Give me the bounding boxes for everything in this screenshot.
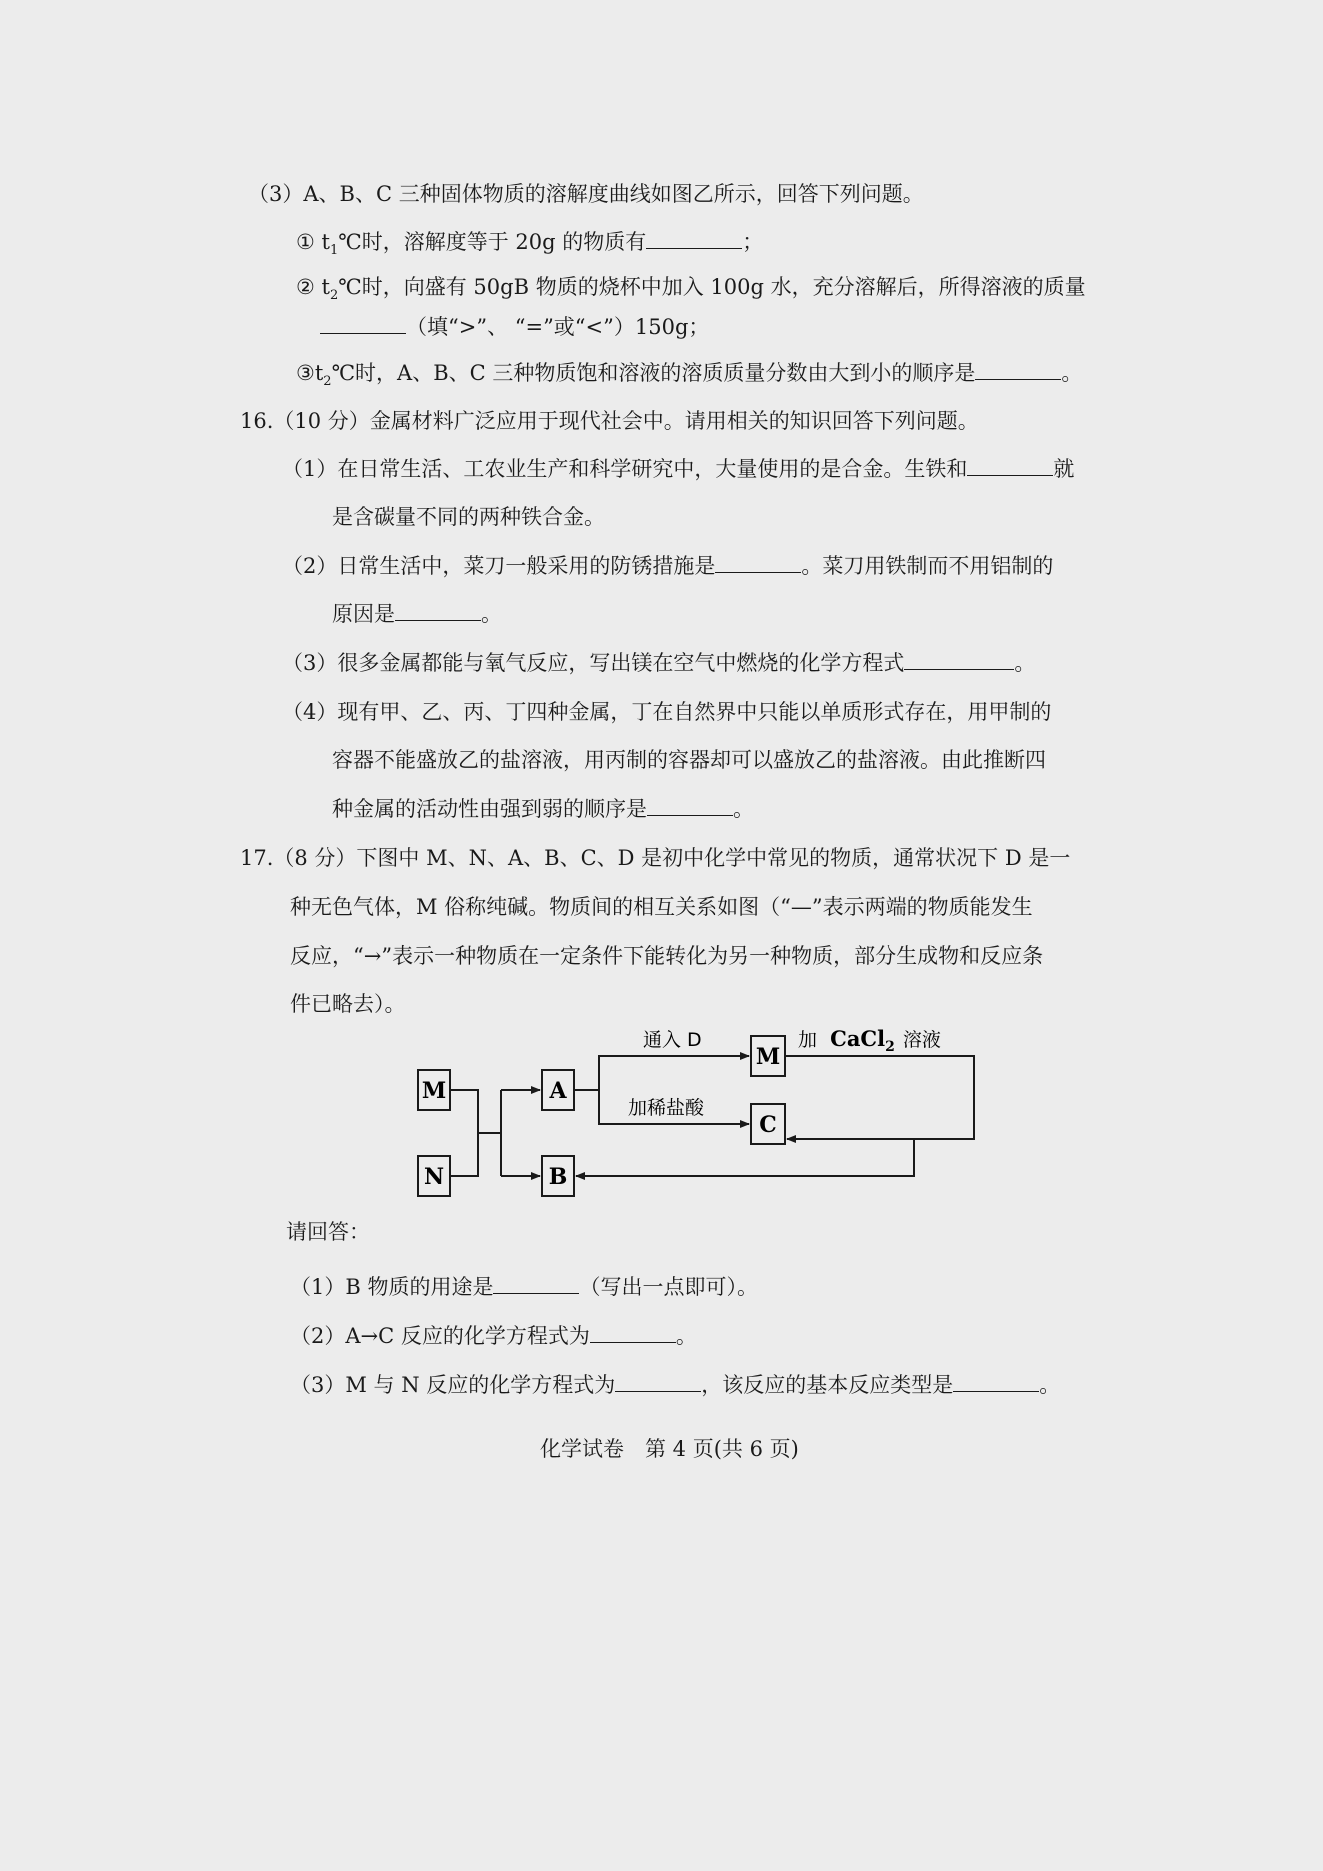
q17-line4: 件已略去）。 <box>290 992 406 1016</box>
arrow-a-to-m <box>574 1056 749 1090</box>
q15-item1: ① $t_1℃$时，溶解度等于 20g 的物质有 ； <box>296 230 764 259</box>
q17-a1: （1）B 物质的用途是 （写出一点即可）。 <box>290 1275 758 1299</box>
q15-item2: ② $t_2℃$时，向盛有 50gB 物质的烧杯中加入 100g 水，充分溶解后，所得溶液的质量 <box>296 275 1086 304</box>
answer-blank[interactable] <box>493 1273 579 1294</box>
box-a-label: A <box>549 1078 567 1104</box>
q17-a3: （3）M 与 N 反应的化学方程式为 ，该反应的基本反应类型是 。 <box>290 1373 1061 1397</box>
box-m-left-label: M <box>421 1078 447 1104</box>
q17-header: 17.（8 分）下图中 M、N、A、B、C、D 是初中化学中常见的物质，通常状况下 D 是一 <box>240 846 1071 870</box>
mn-connector <box>450 1090 501 1176</box>
reaction-diagram <box>400 1022 990 1208</box>
answer-blank[interactable] <box>395 600 481 621</box>
q16-p3: （3）很多金属都能与氧气反应，写出镁在空气中燃烧的化学方程式 。 <box>282 651 1036 675</box>
answer-blank[interactable] <box>975 359 1061 380</box>
answer-blank[interactable] <box>615 1371 701 1392</box>
answer-blank[interactable] <box>590 1322 676 1343</box>
q16-p2-cont: 原因是 。 <box>332 602 502 626</box>
q15-item3: $③t_2℃$时，A、B、C 三种物质饱和溶液的溶质质量分数由大到小的顺序是 。 <box>296 361 1083 390</box>
q17-please-answer: 请回答： <box>286 1220 370 1244</box>
q17-line3: 反应，“→”表示一种物质在一定条件下能转化为另一种物质，部分生成物和反应条 <box>290 944 1044 968</box>
label-add-cacl2: 加 CaCl2 溶液 <box>798 1026 941 1055</box>
label-pass-d: 通入 D <box>643 1029 702 1051</box>
q15-part3-intro: （3）A、B、C 三种固体物质的溶解度曲线如图乙所示，回答下列问题。 <box>248 182 924 206</box>
q16-p4: （4）现有甲、乙、丙、丁四种金属，丁在自然界中只能以单质形式存在，用甲制的 <box>282 700 1052 724</box>
answer-blank[interactable] <box>320 313 406 334</box>
q16-header: 16.（10 分）金属材料广泛应用于现代社会中。请用相关的知识回答下列问题。 <box>240 409 979 433</box>
box-n-label: N <box>423 1164 445 1190</box>
box-c-label: C <box>759 1112 777 1138</box>
box-b-label: B <box>548 1164 568 1190</box>
q16-p4-cont2: 种金属的活动性由强到弱的顺序是 。 <box>332 797 754 821</box>
answer-blank[interactable] <box>646 228 742 249</box>
answer-blank[interactable] <box>967 455 1053 476</box>
q15-item2-cont: （填“>”、 “=”或“<”）150g； <box>320 312 709 342</box>
answer-blank[interactable] <box>904 649 1014 670</box>
cacl2-path <box>785 1056 974 1139</box>
page-footer: 化学试卷 第 4 页(共 6 页) <box>540 1437 799 1461</box>
q16-p1: （1）在日常生活、工农业生产和科学研究中，大量使用的是合金。生铁和 就 <box>282 457 1075 481</box>
answer-blank[interactable] <box>953 1371 1039 1392</box>
q16-p1-cont: 是含碳量不同的两种铁合金。 <box>332 505 605 529</box>
q16-p2: （2）日常生活中，菜刀一般采用的防锈措施是 。菜刀用铁制而不用铝制的 <box>282 554 1054 578</box>
answer-blank[interactable] <box>647 795 733 816</box>
q16-p4-cont1: 容器不能盛放乙的盐溶液，用丙制的容器却可以盛放乙的盐溶液。由此推断四 <box>332 748 1046 772</box>
q17-line2: 种无色气体，M 俗称纯碱。物质间的相互关系如图（“—”表示两端的物质能发生 <box>290 895 1033 919</box>
box-m-right-label: M <box>755 1044 781 1070</box>
label-dilute-hcl: 加稀盐酸 <box>628 1097 705 1119</box>
arrow-to-b-from-m <box>576 1139 914 1176</box>
answer-blank[interactable] <box>715 552 801 573</box>
q17-a2: （2）A→C 反应的化学方程式为 。 <box>290 1324 697 1348</box>
